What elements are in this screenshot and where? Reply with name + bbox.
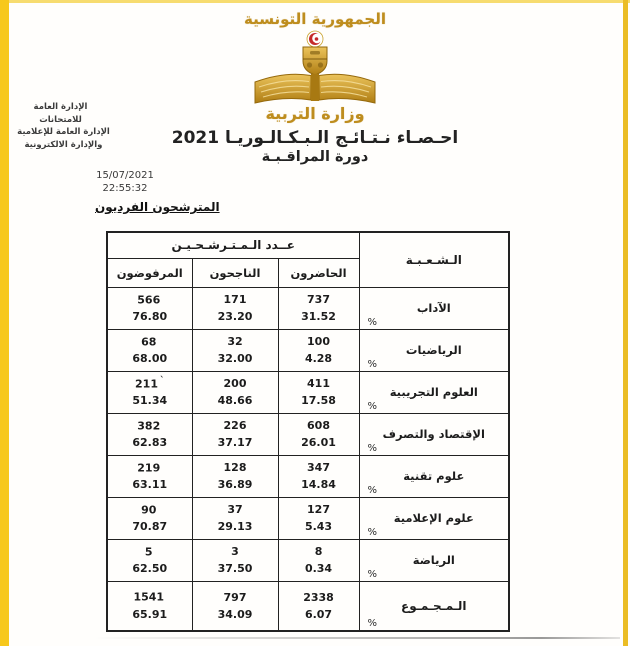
- admin-department-exams: الإدارة العامة للامتحانات: [33, 102, 88, 125]
- present-count: 8: [314, 544, 323, 558]
- present-pct: 17.58: [301, 394, 336, 407]
- group-header-candidate-count: عــدد الـمـتـرشـحـيـن: [107, 232, 359, 258]
- present-cell: [278, 581, 359, 631]
- passed-cell: [192, 455, 278, 497]
- rejected-count: 382: [137, 419, 161, 433]
- table-row: [107, 413, 509, 455]
- rejected-count: 211 `: [135, 375, 165, 391]
- present-count: 2338: [303, 590, 334, 604]
- rejected-pct: 68.00: [132, 352, 168, 366]
- percent-symbol: %: [367, 484, 378, 496]
- branch-name: الرياضة: [412, 553, 455, 567]
- table-row: [107, 539, 509, 581]
- ministry-emblem: [0, 10, 630, 123]
- passed-count: 797: [223, 590, 247, 604]
- republic-calligraphy-text: الجمهورية التونسية: [244, 10, 386, 28]
- present-count: 127: [307, 502, 330, 516]
- rejected-pct: 65.91: [132, 608, 168, 622]
- branch-cell: [359, 287, 509, 329]
- passed-pct: 37.50: [217, 562, 253, 575]
- table-row: [107, 581, 509, 631]
- passed-cell: [192, 413, 278, 455]
- present-count: 737: [307, 292, 330, 306]
- passed-cell: [192, 539, 278, 581]
- passed-cell: [192, 581, 278, 631]
- present-cell: [278, 287, 359, 329]
- branch-name: الآداب: [416, 301, 451, 315]
- present-count: 608: [307, 418, 330, 432]
- branch-name: الرياضيات: [405, 343, 462, 357]
- table-row: [107, 371, 509, 413]
- section-label-individual-candidates: المترشحون الفرديون: [95, 200, 220, 214]
- branch-cell: [359, 371, 509, 413]
- passed-pct: 48.66: [217, 394, 253, 407]
- percent-symbol: %: [367, 618, 378, 629]
- print-time: 22:55:32: [102, 182, 148, 194]
- rejected-count: 566: [137, 293, 161, 307]
- rejected-count: 219: [137, 461, 161, 475]
- page-edge-top: [0, 0, 630, 3]
- print-date: 15/07/2021: [96, 170, 154, 181]
- rejected-cell: [107, 455, 192, 497]
- present-count: 100: [307, 334, 330, 348]
- table-row: [107, 329, 509, 371]
- rejected-count: 90: [141, 503, 157, 517]
- branch-name: الإقتصاد والتصرف: [382, 427, 485, 441]
- present-pct: 6.07: [304, 607, 333, 621]
- rejected-count: 68: [141, 335, 157, 349]
- present-cell: [278, 497, 359, 539]
- passed-count: 32: [227, 334, 243, 348]
- rejected-pct: 62.50: [132, 562, 168, 576]
- branch-name: علوم تقنية: [403, 469, 465, 483]
- present-pct: 26.01: [301, 436, 336, 449]
- title-line2: دورة المراقـبـة: [261, 149, 369, 165]
- title-line1: احـصـاء نـتـائـج الـبـكـالـوريـا 2021: [171, 128, 459, 148]
- present-cell: [278, 329, 359, 371]
- rejected-pct: 70.87: [132, 520, 168, 534]
- passed-count: 128: [223, 460, 247, 474]
- passed-cell: [192, 371, 278, 413]
- rejected-count: 5: [144, 545, 153, 559]
- present-cell: [278, 413, 359, 455]
- rejected-cell: [107, 413, 192, 455]
- rejected-cell: [107, 329, 192, 371]
- passed-cell: [192, 287, 278, 329]
- ministry-name-text: وزارة التربية: [265, 104, 365, 123]
- percent-symbol: %: [367, 400, 378, 412]
- percent-symbol: %: [367, 358, 378, 370]
- branch-name: العلوم التجريبية: [389, 385, 478, 399]
- present-cell: [278, 371, 359, 413]
- admin-line3: والإدارة الالكترونية: [24, 139, 103, 150]
- present-cell: [278, 455, 359, 497]
- percent-symbol: %: [367, 442, 378, 454]
- present-pct: 31.52: [301, 310, 336, 323]
- present-pct: 5.43: [304, 520, 333, 533]
- branch-name: الـمـجـمـوع: [401, 598, 467, 613]
- passed-count: 171: [223, 292, 247, 306]
- column-header-present: الحاضرون: [278, 258, 359, 287]
- branch-cell: [359, 329, 509, 371]
- passed-pct: 29.13: [217, 520, 253, 533]
- rejected-cell: [107, 581, 192, 631]
- rejected-cell: [107, 497, 192, 539]
- table-row: [107, 497, 509, 539]
- column-header-passed: الناجحون: [192, 258, 278, 287]
- branch-name: علوم الإعلامية: [393, 511, 474, 525]
- passed-count: 37: [227, 502, 243, 516]
- rejected-count: 1541: [133, 591, 165, 605]
- results-table-wrap: [106, 231, 510, 632]
- passed-pct: 32.00: [217, 352, 253, 365]
- present-pct: 14.84: [301, 478, 336, 491]
- admin-line2: الإدارة العامة للإعلامية: [17, 127, 110, 137]
- print-datetime: [96, 170, 154, 195]
- passed-cell: [192, 329, 278, 371]
- passed-cell: [192, 497, 278, 539]
- branch-cell: [359, 539, 509, 581]
- branch-cell: [359, 455, 509, 497]
- scan-stray-mark: `: [159, 375, 165, 386]
- present-pct: 0.34: [304, 562, 333, 575]
- rejected-cell: [107, 287, 192, 329]
- branch-cell: [359, 581, 509, 631]
- present-cell: [278, 539, 359, 581]
- passed-pct: 34.09: [217, 607, 253, 621]
- rejected-pct: 62.83: [132, 436, 168, 450]
- document-title: [0, 128, 630, 165]
- rejected-pct: 51.34: [132, 394, 168, 408]
- scan-smudge-line: [95, 637, 620, 639]
- rejected-pct: 63.11: [132, 478, 168, 492]
- percent-symbol: %: [367, 568, 378, 580]
- rejected-cell: [107, 539, 192, 581]
- passed-pct: 37.17: [217, 436, 253, 449]
- present-count: 347: [307, 460, 330, 474]
- percent-symbol: %: [367, 526, 378, 538]
- passed-count: 226: [223, 418, 247, 432]
- passed-pct: 36.89: [217, 478, 253, 491]
- passed-count: 200: [223, 376, 247, 390]
- passed-count: 3: [231, 544, 239, 558]
- branch-cell: [359, 413, 509, 455]
- percent-symbol: %: [367, 316, 378, 328]
- present-count: 411: [307, 376, 330, 390]
- baccalaureate-results-table: [106, 231, 510, 632]
- column-header-branch: الـشـعـبـة: [359, 232, 509, 287]
- table-row: [107, 455, 509, 497]
- rejected-cell: [107, 371, 192, 413]
- present-pct: 4.28: [304, 352, 333, 365]
- column-header-rejected: المرفوضون: [107, 258, 192, 287]
- branch-cell: [359, 497, 509, 539]
- passed-pct: 23.20: [217, 310, 253, 323]
- table-row: [107, 287, 509, 329]
- emblem-crest-book-icon: [249, 30, 381, 106]
- rejected-pct: 76.80: [132, 310, 168, 324]
